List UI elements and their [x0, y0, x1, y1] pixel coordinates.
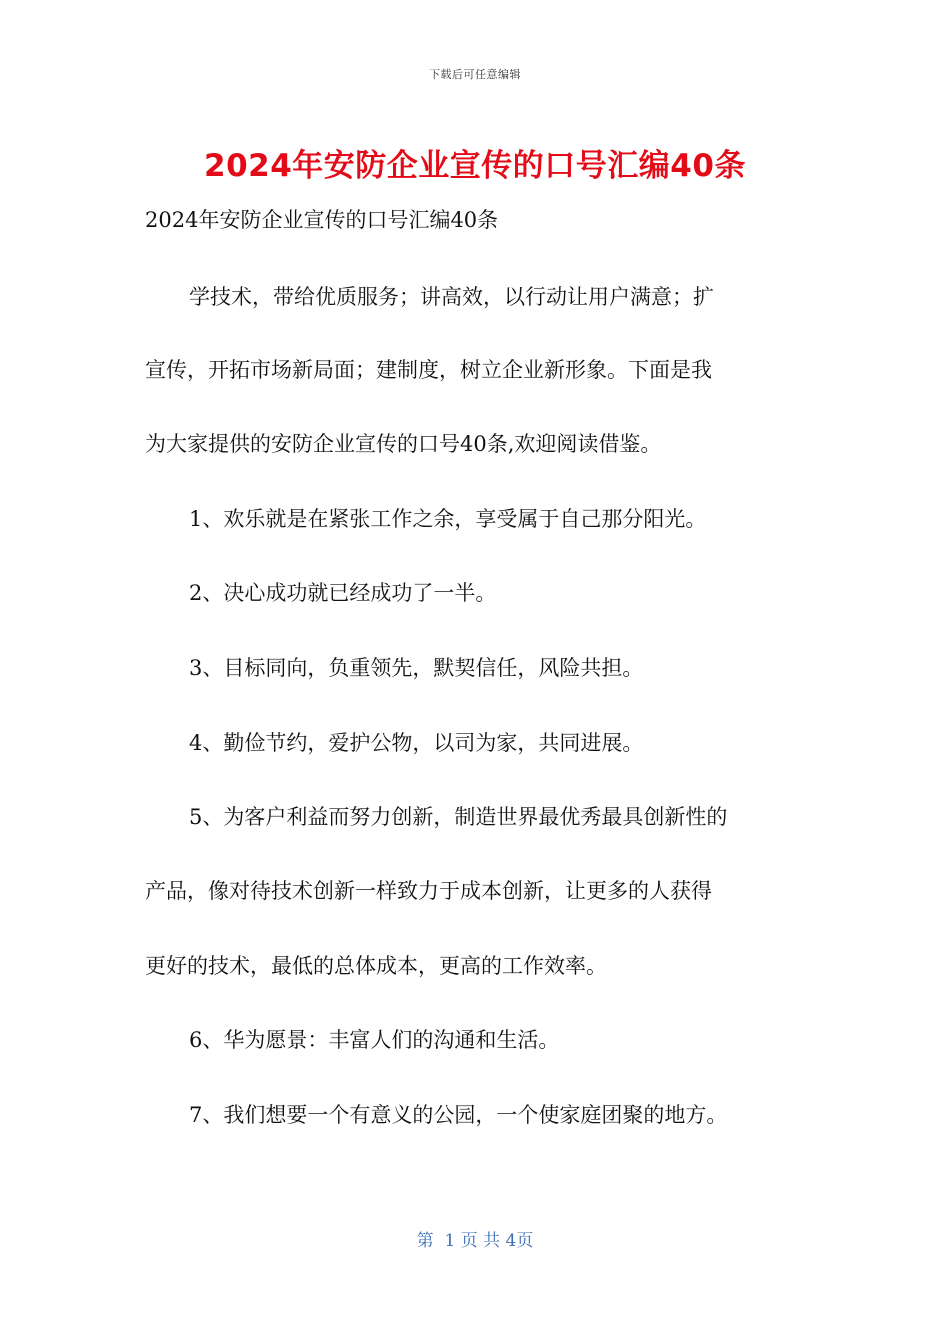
slogan-item-5-continued: 产品，像对待技术创新一样致力于成本创新，让更多的人获得: [145, 879, 712, 903]
slogan-item-2: 2、决心成功就已经成功了一半。: [189, 581, 497, 605]
slogan-item-1: 1、欢乐就是在紧张工作之余，享受属于自己那分阳光。: [189, 507, 707, 531]
slogan-item-6: 6、华为愿景：丰富人们的沟通和生活。: [189, 1028, 560, 1052]
slogan-item-7: 7、我们想要一个有意义的公园，一个使家庭团聚的地方。: [189, 1103, 728, 1127]
slogan-item-4: 4、勤俭节约，爱护公物，以司为家，共同进展。: [189, 731, 644, 755]
header-note: 下载后可任意编辑: [429, 68, 521, 81]
document-subtitle: 2024年安防企业宣传的口号汇编40条: [145, 208, 499, 232]
intro-paragraph-line: 为大家提供的安防企业宣传的口号40条,欢迎阅读借鉴。: [145, 432, 662, 456]
document-title: 2024年安防企业宣传的口号汇编40条: [204, 148, 746, 184]
page-footer: 第 1 页 共 4页: [416, 1231, 534, 1251]
slogan-item-5: 5、为客户利益而努力创新，制造世界最优秀最具创新性的: [189, 805, 728, 829]
slogan-item-5-continued: 更好的技术，最低的总体成本，更高的工作效率。: [145, 954, 607, 978]
intro-paragraph-line: 学技术，带给优质服务；讲高效，以行动让用户满意；扩: [189, 285, 714, 309]
intro-paragraph-line: 宣传，开拓市场新局面；建制度，树立企业新形象。下面是我: [145, 358, 712, 382]
slogan-item-3: 3、目标同向，负重领先，默契信任，风险共担。: [189, 656, 644, 680]
